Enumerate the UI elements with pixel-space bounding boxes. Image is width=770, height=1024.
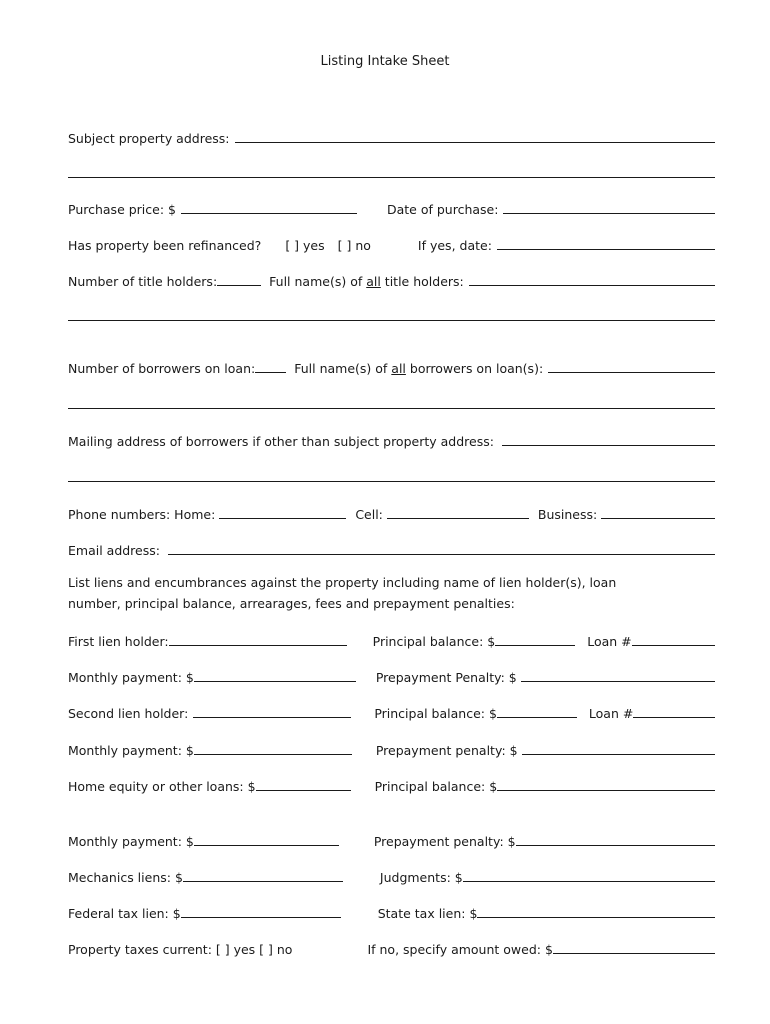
phone-cell-label: Cell: — [355, 507, 383, 522]
judgments-label: Judgments: $ — [379, 870, 463, 885]
mechanics-liens-field[interactable] — [183, 881, 343, 882]
prepayment-penalty-3-field[interactable] — [516, 845, 715, 846]
email-row — [68, 540, 715, 558]
monthly-payment-3-row — [68, 831, 715, 849]
principal-balance-1-field[interactable] — [495, 645, 575, 646]
loan-num-1-label: Loan # — [587, 634, 632, 649]
full-names-borrowers-label: Full name(s) of all borrowers on loan(s): — [294, 361, 544, 376]
subject-address-label: Subject property address: — [68, 131, 230, 146]
tax-lien-row — [68, 903, 715, 921]
num-borrowers-label: Number of borrowers on loan: — [68, 361, 256, 376]
refinanced-question: Has property been refinanced? — [68, 238, 262, 253]
first-lien-holder-field[interactable] — [169, 645, 347, 646]
subject-address-row — [68, 128, 715, 146]
if-yes-date-field[interactable] — [497, 249, 715, 250]
mailing-address-label: Mailing address of borrowers if other than subject property address: — [68, 434, 494, 449]
refinanced-yes-checkbox[interactable]: [ ] yes — [285, 238, 325, 253]
home-equity-label: Home equity or other loans: $ — [68, 779, 256, 794]
email-field[interactable] — [168, 554, 715, 555]
phone-home-label: Phone numbers: Home: — [68, 507, 216, 522]
mechanics-row — [68, 867, 715, 885]
if-no-amount-field[interactable] — [553, 953, 715, 954]
property-taxes-current-label[interactable]: Property taxes current: [ ] yes [ ] no — [68, 942, 293, 957]
purchase-price-label: Purchase price: $ — [68, 202, 176, 217]
subject-address-field[interactable] — [235, 142, 715, 143]
state-tax-lien-field[interactable] — [477, 917, 715, 918]
monthly-payment-2-label: Monthly payment: $ — [68, 743, 194, 758]
monthly-payment-1-field[interactable] — [194, 681, 356, 682]
date-of-purchase-field[interactable] — [503, 213, 715, 214]
phone-home-field[interactable] — [219, 518, 346, 519]
loan-num-1-field[interactable] — [632, 645, 715, 646]
monthly-payment-3-field[interactable] — [194, 845, 339, 846]
prepayment-penalty-2-label: Prepayment penalty: $ — [375, 743, 518, 758]
refinanced-no-checkbox[interactable]: [ ] no — [337, 238, 371, 253]
liens-instructions: List liens and encumbrances against the property including name of lien holder(s), loan number, principal balance, arrearages, fees and prepayment penalties: — [68, 575, 617, 611]
title-holders-row — [68, 271, 715, 289]
title-holders-line-2[interactable] — [68, 320, 715, 321]
refinanced-row — [68, 235, 715, 253]
phone-business-label: Business: — [537, 507, 598, 522]
full-names-title-label: Full name(s) of all title holders: — [269, 274, 464, 289]
monthly-payment-3-label: Monthly payment: $ — [68, 834, 194, 849]
mailing-address-line-2[interactable] — [68, 481, 715, 482]
form-title: Listing Intake Sheet — [320, 54, 450, 69]
monthly-payment-2-field[interactable] — [194, 754, 352, 755]
prepayment-penalty-2-field[interactable] — [522, 754, 715, 755]
home-equity-row — [68, 776, 715, 794]
principal-balance-1-label: Principal balance: $ — [372, 634, 496, 649]
date-of-purchase-label: Date of purchase: — [386, 202, 499, 217]
num-title-holders-label: Number of title holders: — [68, 274, 218, 289]
mechanics-liens-label: Mechanics liens: $ — [68, 870, 183, 885]
monthly-payment-2-row — [68, 740, 715, 758]
second-lien-holder-field[interactable] — [193, 717, 351, 718]
property-taxes-row — [68, 939, 715, 957]
borrowers-row — [68, 358, 715, 376]
purchase-price-field[interactable] — [181, 213, 357, 214]
principal-balance-3-label: Principal balance: $ — [374, 779, 498, 794]
phone-row — [68, 504, 715, 522]
num-title-holders-field[interactable] — [217, 285, 261, 286]
loan-num-2-label: Loan # — [588, 706, 634, 721]
state-tax-lien-label: State tax lien: $ — [377, 906, 478, 921]
second-lien-holder-label: Second lien holder: — [68, 706, 189, 721]
prepayment-penalty-3-label: Prepayment penalty: $ — [373, 834, 516, 849]
monthly-payment-1-row — [68, 667, 715, 685]
if-no-amount-label: If no, specify amount owed: $ — [367, 942, 553, 957]
principal-balance-2-label: Principal balance: $ — [374, 706, 497, 721]
subject-address-line-2[interactable] — [68, 177, 715, 178]
monthly-payment-1-label: Monthly payment: $ — [68, 670, 194, 685]
second-lien-row — [68, 703, 715, 721]
home-equity-field[interactable] — [256, 790, 351, 791]
first-lien-row — [68, 631, 715, 649]
loan-num-2-field[interactable] — [633, 717, 715, 718]
principal-balance-2-field[interactable] — [497, 717, 577, 718]
email-label: Email address: — [68, 543, 160, 558]
first-lien-holder-label: First lien holder: — [68, 634, 169, 649]
phone-business-field[interactable] — [601, 518, 715, 519]
mailing-address-row — [68, 431, 715, 449]
mailing-address-field[interactable] — [502, 445, 715, 446]
federal-tax-lien-label: Federal tax lien: $ — [68, 906, 181, 921]
num-borrowers-field[interactable] — [255, 372, 286, 373]
full-names-title-field[interactable] — [469, 285, 715, 286]
judgments-field[interactable] — [463, 881, 715, 882]
full-names-borrowers-field[interactable] — [548, 372, 715, 373]
phone-cell-field[interactable] — [387, 518, 529, 519]
if-yes-date-label: If yes, date: — [417, 238, 492, 253]
principal-balance-3-field[interactable] — [497, 790, 715, 791]
purchase-row — [68, 199, 715, 217]
federal-tax-lien-field[interactable] — [181, 917, 341, 918]
borrowers-line-2[interactable] — [68, 408, 715, 409]
prepayment-penalty-1-label: Prepayment Penalty: $ — [375, 670, 517, 685]
prepayment-penalty-1-field[interactable] — [521, 681, 715, 682]
